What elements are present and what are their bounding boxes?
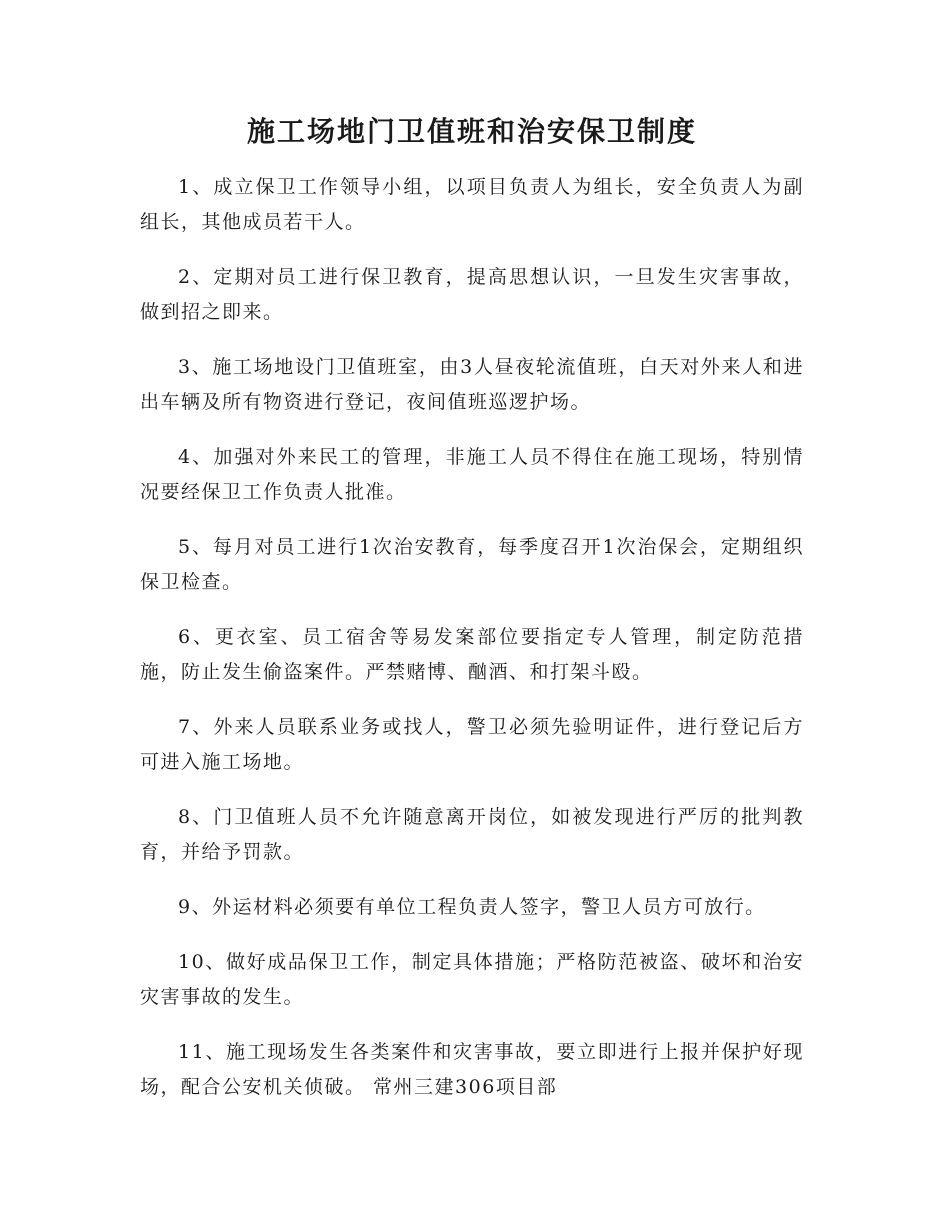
clause-9: 9、外运材料必须要有单位工程负责人签字，警卫人员方可放行。 [178,896,766,918]
clause-1: 1、成立保卫工作领导小组，以项目负责人为组长，安全负责人为副组长，其他成员若干人。 [140,176,804,233]
clause-6: 6、更衣室、员工宿舍等易发案部位要指定专人管理，制定防范措施，防止发生偷盗案件。严禁赌博、酗酒、和打架斗殴。 [140,626,804,683]
clause-7: 7、外来人员联系业务或找人，警卫必须先验明证件，进行登记后方可进入施工场地。 [140,716,804,773]
clause-11: 11、施工现场发生各类案件和灾害事故，要立即进行上报并保护好现场，配合公安机关侦破。 常州三建306项目部 [140,1041,804,1098]
document-page [140,112,804,1125]
clause-4: 4、加强对外来民工的管理，非施工人员不得住在施工现场，特别情况要经保卫工作负责人批准。 [140,446,804,503]
clause-2: 2、定期对员工进行保卫教育，提高思想认识，一旦发生灾害事故，做到招之即来。 [140,266,804,323]
clause-list [140,170,804,1105]
clause-5: 5、每月对员工进行1次治安教育，每季度召开1次治保会，定期组织保卫检查。 [140,536,804,593]
clause-10: 10、做好成品保卫工作，制定具体措施；严格防范被盗、破坏和治安灾害事故的发生。 [140,951,804,1008]
document-title: 施工场地门卫值班和治安保卫制度 [246,115,697,148]
clause-8: 8、门卫值班人员不允许随意离开岗位，如被发现进行严厉的批判教育，并给予罚款。 [140,806,804,863]
clause-3: 3、施工场地设门卫值班室，由3人昼夜轮流值班，白天对外来人和进出车辆及所有物资进行登记，夜间值班巡逻护场。 [140,356,804,413]
